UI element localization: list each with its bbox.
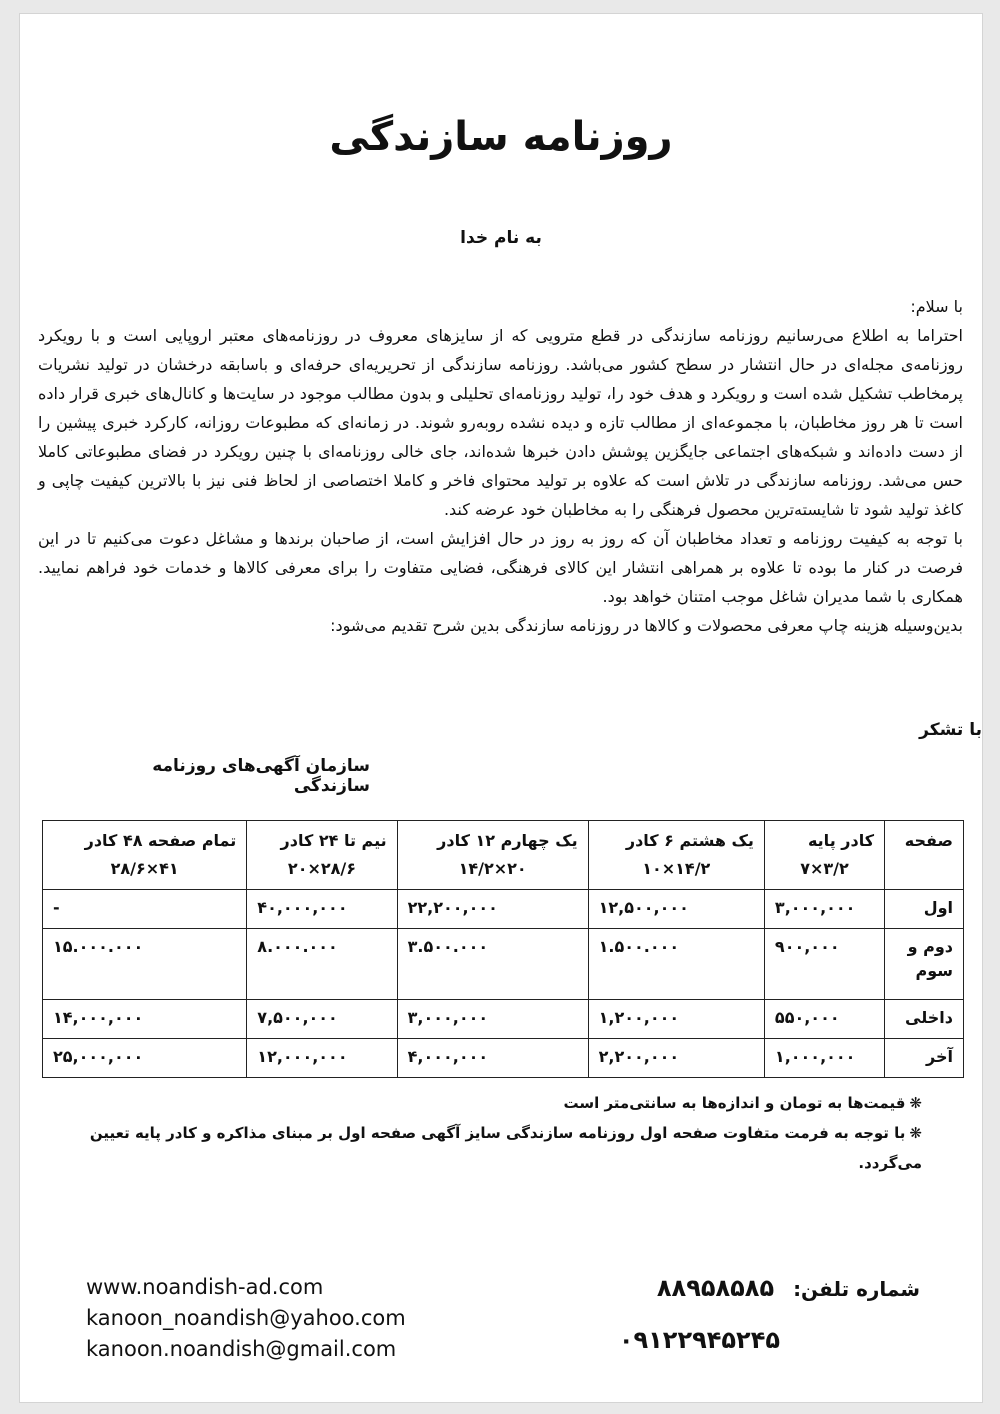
header-size: ۲۸/۶×۲۰ xyxy=(287,859,356,878)
table-cell: ۱۴,۰۰۰,۰۰۰ xyxy=(43,1000,247,1039)
footnotes xyxy=(60,1088,922,1178)
table-cell: ۱.۵۰۰.۰۰۰ xyxy=(588,929,764,1000)
gmail-email-link[interactable]: kanoon.noandish@gmail.com xyxy=(86,1337,397,1361)
row-label: داخلی xyxy=(885,1000,964,1039)
phone-label: شماره تلفن: xyxy=(793,1277,920,1301)
document-page xyxy=(20,14,982,1402)
phone-number[interactable]: ۸۸۹۵۸۵۸۵ xyxy=(656,1274,775,1302)
table-cell: ۸.۰۰۰.۰۰۰ xyxy=(247,929,397,1000)
header-size: ۳/۲×۷ xyxy=(800,859,849,878)
table-cell: - xyxy=(43,890,247,929)
header-half: نیم تا ۲۴ کادر ۲۸/۶×۲۰ xyxy=(247,821,397,890)
table-cell: ۱,۰۰۰,۰۰۰ xyxy=(764,1039,884,1078)
table-row xyxy=(43,1039,964,1078)
header-size: ۴۱×۲۸/۶ xyxy=(110,859,179,878)
table-cell: ۳,۰۰۰,۰۰۰ xyxy=(764,890,884,929)
table-row xyxy=(43,1000,964,1039)
header-full-page: تمام صفحه ۴۸ کادر ۴۱×۲۸/۶ xyxy=(43,821,247,890)
table-cell: ۱,۲۰۰,۰۰۰ xyxy=(588,1000,764,1039)
header-size: ۲۰×۱۴/۲ xyxy=(458,859,527,878)
newspaper-title: روزنامه سازندگی xyxy=(329,114,673,160)
header-eighth: یک هشتم ۶ کادر ۱۴/۲×۱۰ xyxy=(588,821,764,890)
header-base-frame: کادر پایه ۳/۲×۷ xyxy=(764,821,884,890)
asterisk-icon: ❋ xyxy=(909,1094,922,1112)
yahoo-email-link[interactable]: kanoon_noandish@yahoo.com xyxy=(86,1306,406,1330)
table-cell: ۴۰,۰۰۰,۰۰۰ xyxy=(247,890,397,929)
table-cell: ۱۵.۰۰۰.۰۰۰ xyxy=(43,929,247,1000)
website-link[interactable]: www.noandish-ad.com xyxy=(86,1275,324,1299)
header-quarter: یک چهارم ۱۲ کادر ۲۰×۱۴/۲ xyxy=(397,821,588,890)
table-cell: ۵۵۰,۰۰۰ xyxy=(764,1000,884,1039)
asterisk-icon: ❋ xyxy=(909,1124,922,1142)
header-size: ۱۴/۲×۱۰ xyxy=(642,859,711,878)
table-row xyxy=(43,929,964,1000)
table-cell: ۱۲,۵۰۰,۰۰۰ xyxy=(588,890,764,929)
footnote-2: ❋با توجه به فرمت متفاوت صفحه اول روزنامه سازندگی سایز آگهی صفحه اول بر مبنای مذاکره و کادر پایه تعیین می‌گردد. xyxy=(89,1124,922,1172)
row-label: اول xyxy=(885,890,964,929)
letter-paragraph-3: بدین‌وسیله هزینه چاپ معرفی محصولات و کالاها در روزنامه سازندگی بدین شرح تقدیم می‌شود: xyxy=(330,616,963,635)
table-cell: ۴,۰۰۰,۰۰۰ xyxy=(397,1039,588,1078)
table-cell: ۱۲,۰۰۰,۰۰۰ xyxy=(247,1039,397,1078)
ad-rates-table xyxy=(42,820,964,1078)
table-cell: ۲,۲۰۰,۰۰۰ xyxy=(588,1039,764,1078)
header-page: صفحه xyxy=(885,821,964,890)
letter-paragraph-2: با توجه به کیفیت روزنامه و تعداد مخاطبان آن که روز به روز در حال افزایش است، از صاحبان برندها و مشاغل دعوت می‌کنیم تا در این فرصت در کنار ما بوده تا علاوه بر همراهی انتشار این کالای فرهنگی، فضایی متفاوت را برای معرفی کالاها و خدمات خود فراهم نمایید. همکاری با شما مدیران شاغل موجب امتنان خواهد بود. xyxy=(38,529,963,606)
table-row xyxy=(43,890,964,929)
thanks-line: با تشکر xyxy=(919,720,982,740)
letter-body xyxy=(38,292,963,640)
table-cell: ۲۵,۰۰۰,۰۰۰ xyxy=(43,1039,247,1078)
footnote-1: ❋قیمت‌ها به تومان و اندازه‌ها به سانتی‌متر است xyxy=(563,1094,922,1112)
table-cell: ۹۰۰,۰۰۰ xyxy=(764,929,884,1000)
contact-links xyxy=(86,1272,406,1365)
mobile-number[interactable]: ۰۹۱۲۲۹۴۵۲۴۵ xyxy=(618,1326,780,1354)
letter-paragraph-1: احتراما به اطلاع می‌رسانیم روزنامه سازندگی در قطع مترویی که از سایزهای معروف در روزنامه‌های معتبر اروپایی است و با رویکرد روزنامه‌ی مجله‌ای در حال انتشار در سطح کشور می‌باشد. روزنامه سازندگی از تحریریه‌ای حرفه‌ای و باسابقه درخشان در تولید نشریات پرمخاطب تشکیل شده است و رویکرد و هدف خود را، تولید روزنامه‌ای تحلیلی و بدون مطالب موجود در سایت‌ها و کانال‌های خبری قرار داده است تا هر روز مخاطبان، با مجموعه‌ای از مطالب تازه و دیده نشده روبه‌رو شوند. در زمانه‌ای که مطبوعات روزانه، کارکرد خبری پیشین را از دست داده‌اند و شبکه‌های اجتماعی جایگزین پوشش دادن خبرها شده‌اند، جای خالی روزنامه‌ای با چنین رویکرد در فضای مطبوعاتی کاملا حس می‌شد. روزنامه سازندگی در تلاش است که علاوه بر تولید محتوای فاخر و کاملا اختصاصی از لحاظ فنی نیز با بالاترین کیفیت چاپی و کاغذ تولید شود تا شایسته‌ترین محصول فرهنگی را به مخاطبان خود عرضه کند. xyxy=(38,326,963,519)
table-cell: ۲۲,۲۰۰,۰۰۰ xyxy=(397,890,588,929)
table-cell: ۳.۵۰۰.۰۰۰ xyxy=(397,929,588,1000)
signature-org: سازمان آگهی‌های روزنامه سازندگی xyxy=(152,756,370,796)
basmala-heading: به نام خدا xyxy=(460,228,542,248)
salutation: با سلام: xyxy=(910,297,963,316)
row-label: دوم و سوم xyxy=(885,929,964,1000)
table-cell: ۷,۵۰۰,۰۰۰ xyxy=(247,1000,397,1039)
phone-line xyxy=(580,1274,920,1302)
row-label: آخر xyxy=(885,1039,964,1078)
table-header-row xyxy=(43,821,964,890)
table-cell: ۳,۰۰۰,۰۰۰ xyxy=(397,1000,588,1039)
